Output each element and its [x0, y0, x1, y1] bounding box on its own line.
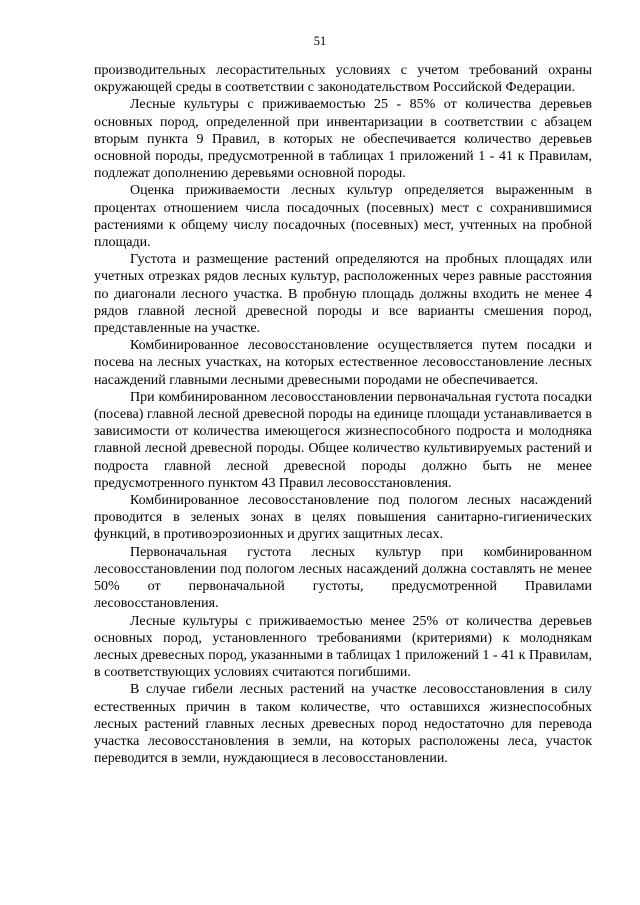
- paragraph-density-placement: Густота и размещение растений определяются на пробных площадях или учетных отрезках рядов лесных культур, расположенных через равные расстояния по диагонали лесного участка. В пробную площадь должны входить не менее 4 рядов главной лесной древесной породы и все варианты смешения пород, представленные на участке.: [94, 252, 592, 337]
- paragraph-under-canopy: Комбинированное лесовосстановление под пологом лесных насаждений проводится в зеленых зонах в целях повышения санитарно-гигиенических функций, в противоэрозионных и других защитных лесах.: [94, 493, 592, 543]
- paragraph-combined-initial-density: При комбинированном лесовосстановлении первоначальная густота посадки (посева) главной лесной древесной породы на единице площади устанавливается в зависимости от количества имеющегося жизнеспособного подроста и молодняка главной лесной древесной породы. Общее количество культивируемых растений и подроста главной лесной древесной породы должно быть не менее предусмотренного пунктом 43 Правил лесовосстановления.: [94, 389, 592, 491]
- paragraph-survival-25-85: Лесные культуры с приживаемостью 25 - 85% от количества деревьев основных пород, определенной при инвентаризации в соответствии с абзацем вторым пункта 9 Правил, в которых не обеспечивается количество деревьев основной породы, предусмотренной в таблицах 1 приложений 1 - 41 к Правилам, подлежат дополнению деревьями основной породы.: [94, 97, 592, 182]
- paragraph-survival-assessment: Оценка приживаемости лесных культур определяется выраженным в процентах отношением числа посадочных (посевных) мест с сохранившимися растениями к общему числу посадочных (посевных) мест, учтенных на пробной площади.: [94, 183, 592, 251]
- page-number: 51: [313, 34, 327, 48]
- paragraph-combined-reforestation: Комбинированное лесовосстановление осуществляется путем посадки и посева на лесных участках, на которых естественное лесовосстановление лесных насаждений главными лесными древесными породами не обеспечивается.: [94, 338, 592, 388]
- document-body: [94, 62, 592, 767]
- paragraph-continuation: производительных лесорастительных условиях с учетом требований охраны окружающей среды в соответствии с законодательством Российской Федерации.: [94, 63, 592, 96]
- paragraph-under-canopy-density: Первоначальная густота лесных культур при комбинированном лесовосстановлении под пологом лесных насаждений должна составлять не менее 50% от первоначальной густоты, предусмотренной Правилами лесовосстановления.: [94, 544, 592, 612]
- paragraph-survival-below-25: Лесные культуры с приживаемостью менее 25% от количества деревьев основных пород, установленного требованиями (критериями) к молоднякам лесных древесных пород, указанными в таблицах 1 приложений 1 - 41 к Правилам, в соответствующих условиях считаются погибшими.: [94, 613, 592, 681]
- paragraph-plant-loss: В случае гибели лесных растений на участке лесовосстановления в силу естественных причин в таком количестве, что оставшихся жизнеспособных лесных растений главных лесных древесных пород недостаточно для перевода участка лесовосстановления в земли, на которых расположены леса, участок переводится в земли, нуждающиеся в лесовосстановлении.: [94, 682, 592, 767]
